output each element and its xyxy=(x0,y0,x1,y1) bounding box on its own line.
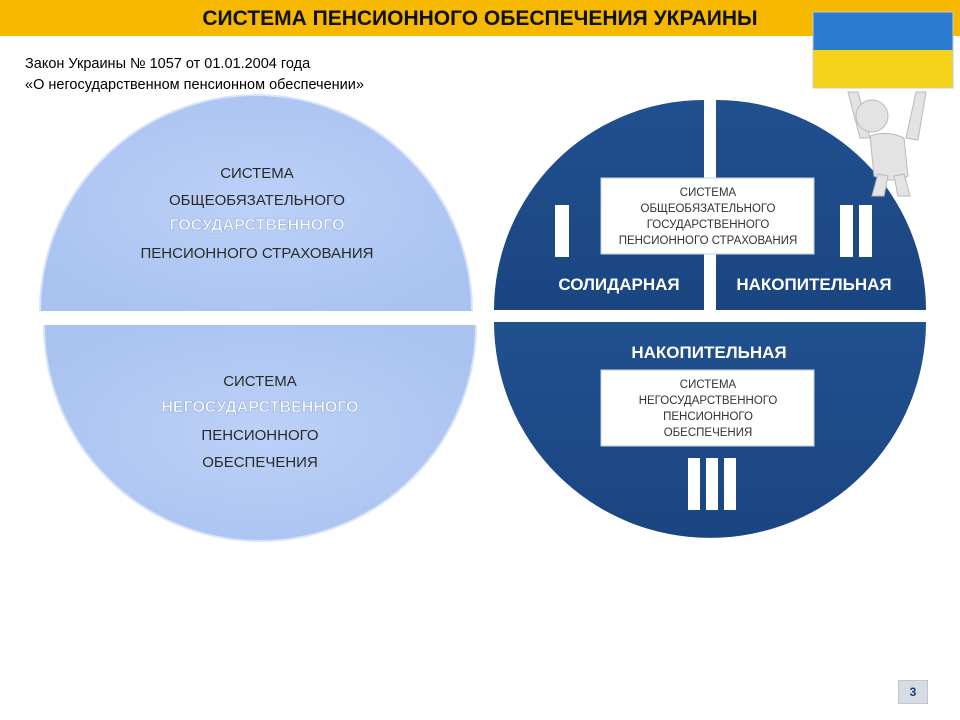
law-line-1: Закон Украины № 1057 от 01.01.2004 года xyxy=(25,56,311,72)
top-box-line-2: ОБЩЕОБЯЗАТЕЛЬНОГО xyxy=(640,203,776,215)
bottom-section-label: НАКОПИТЕЛЬНАЯ xyxy=(631,343,787,362)
bottom-box-line-1: СИСТЕМА xyxy=(679,379,737,391)
quadrant-2-label: НАКОПИТЕЛЬНАЯ xyxy=(736,275,892,294)
ukraine-flag-icon xyxy=(813,12,953,88)
left-top-line-3: ГОСУДАРСТВЕННОГО xyxy=(169,217,345,234)
numeral-1-icon xyxy=(555,205,569,257)
bottom-box-line-4: ОБЕСПЕЧЕНИЯ xyxy=(663,427,753,439)
left-bottom-line-1: СИСТЕМА xyxy=(223,373,297,390)
top-box-line-4: ПЕНСИОННОГО СТРАХОВАНИЯ xyxy=(618,235,798,247)
left-bottom-line-4: ОБЕСПЕЧЕНИЯ xyxy=(202,454,318,471)
top-box-line-3: ГОСУДАРСТВЕННОГО xyxy=(646,219,770,231)
law-line-2: «О негосударственном пенсионном обеспечении» xyxy=(25,77,364,93)
flag-figure xyxy=(808,8,958,198)
bottom-box-line-3: ПЕНСИОННОГО xyxy=(663,411,753,423)
left-bottom-line-2: НЕГОСУДАРСТВЕННОГО xyxy=(161,399,359,416)
left-top-line-1: СИСТЕМА xyxy=(220,165,294,182)
left-top-line-4: ПЕНСИОННОГО СТРАХОВАНИЯ xyxy=(140,245,374,262)
left-top-line-2: ОБЩЕОБЯЗАТЕЛЬНОГО xyxy=(169,192,345,209)
top-box-line-1: СИСТЕМА xyxy=(679,187,737,199)
bottom-box-line-2: НЕГОСУДАРСТВЕННОГО xyxy=(638,395,778,407)
page-title: СИСТЕМА ПЕНСИОННОГО ОБЕСПЕЧЕНИЯ УКРАИНЫ xyxy=(202,7,758,30)
quadrant-1-label: СОЛИДАРНАЯ xyxy=(558,275,680,294)
page-number: 3 xyxy=(898,680,928,704)
left-bottom-line-3: ПЕНСИОННОГО xyxy=(201,427,319,444)
person-icon xyxy=(848,92,926,196)
numeral-3-icon xyxy=(688,458,736,510)
